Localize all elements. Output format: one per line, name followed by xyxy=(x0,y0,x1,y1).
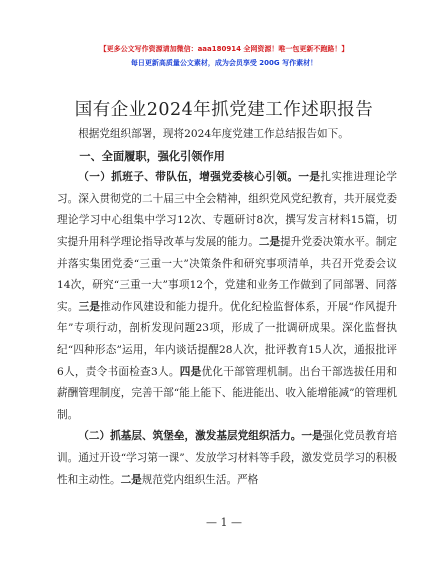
paragraph-lead: （二）抓基层、筑堡垒，激发基层党组织活力。 xyxy=(78,430,302,443)
paragraph-text: 推动作风建设和能力提升。优化纪检监督体系，开展“作风提升年”专项行动，剖析发现问题23项，形成了一批调研成果。深化监督执纪“四种形态”运用，年内谈话提醒28人次，批评教育15人次，通报批评6人，责令书面检查3人。 xyxy=(57,300,398,378)
section-heading: 一、全面履职，强化引领作用 xyxy=(79,149,225,163)
point-label: 二是 xyxy=(120,473,142,486)
paragraph-text: 强化党员教育培训。通过开设“学习第一课”、发放学习材料等手段，激发党员学习的积极性和主动性。 xyxy=(57,430,398,486)
point-label: 三是 xyxy=(78,300,101,313)
paragraph-text: 规范党内组织生活。严格 xyxy=(141,473,259,486)
point-label: 一是 xyxy=(298,171,321,184)
page-number: — 1 — xyxy=(206,516,242,529)
document-body xyxy=(57,124,397,491)
paragraph-grassroots xyxy=(57,426,397,491)
paragraph-text: 优化干部管理机制。出台干部选拔任用和薪酬管理制度，完善干部“能上能下、能进能出、收入能增能减”的管理机制。 xyxy=(57,365,398,421)
point-label: 一是 xyxy=(301,430,323,443)
paragraph-team-building xyxy=(57,167,397,426)
paragraph-lead: （一）抓班子、带队伍，增强党委核心引领。 xyxy=(78,171,299,184)
promo-wechat-line: 【更多公文写作资源请加微信：aaa180914 全网资源！唯一包更新不跑路！】 xyxy=(99,45,349,53)
point-label: 四是 xyxy=(179,365,202,378)
paragraph-text: 提升党委决策水平。制定并落实集团党委“三重一大”决策条件和研究事项清单，共召开党委会议14次，研究“三重一大”事项12个，党建和业务工作做到了同部署、同落实。 xyxy=(57,235,398,313)
intro-paragraph: 根据党组织部署，现将2024年度党建工作总结报告如下。 xyxy=(78,128,349,140)
point-label: 二是 xyxy=(258,235,281,248)
document-title: 国有企业2024年抓党建工作述职报告 xyxy=(74,100,374,120)
promo-member-line: 每日更新高质量公文素材，成为会员享受 200G 写作素材！ xyxy=(130,59,318,67)
paragraph-text: 扎实推进理论学习。深入贯彻党的二十届三中全会精神，组织党风党纪教育，共开展党委理论学习中心组集中学习12次、专题研讨8次，撰写发言材料15篇，切实提升用科学理论指导改革与发展的能力。 xyxy=(57,171,397,248)
